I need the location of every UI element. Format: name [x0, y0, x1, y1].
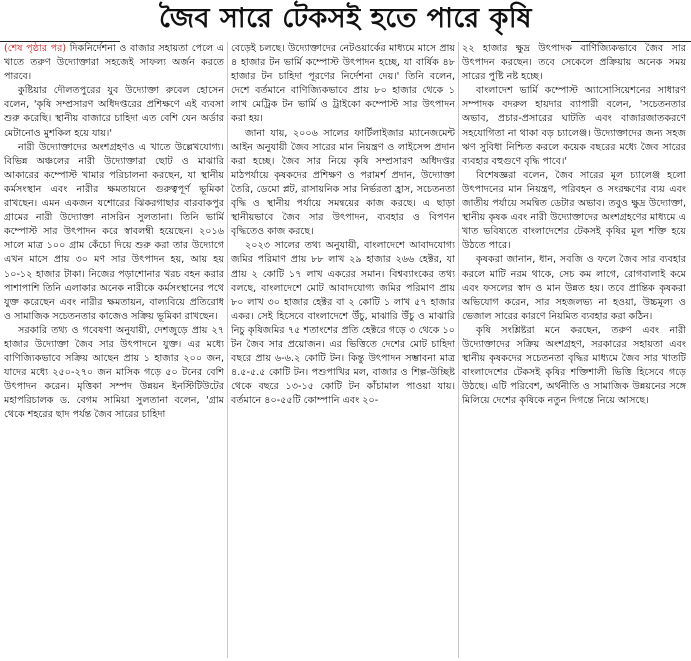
article-paragraph: বেড়েই চলছে। উদ্যোক্তাদের নেটওয়ার্কের মাধ্যমে মাসে প্রায় ৪ হাজার টন ভার্মি কম্পোস্ট উৎপাদন হচ্ছে, যা বার্ষিক ৪৮ হাজার টন চাহিদা পূরণের নির্দেশনা দেয়।' তিনি বলেন, দেশে বর্তমানে বাণিজ্যিকভাবে প্রায় ৮০ হাজার থেকে ১ লাখ মেট্রিক টন ভার্মি ও ট্রাইকো কম্পোস্ট সার উৎপাদন করা হয়। — [231, 43, 455, 125]
article-paragraph: সরকারি তথ্য ও গবেষণা অনুযায়ী, দেশজুড়ে প্রায় ২৭ হাজার উদ্যোক্তা জৈব সার উৎপাদনে যুক্ত। এর মধ্যে বাণিজ্যিকভাবে সক্রিয় আছেন প্রায় ১ হাজার ২০০ জন, যাদের মধ্যে ২৫০-২৭০ জন মাসিক গড়ে ৫০ টনের বেশি উৎপাদন করেন। মৃত্তিকা সম্পদ উন্নয়ন ইনস্টিটিউটের মহাপরিচালক ড. বেগম সামিয়া সুলতানা বলেন, 'গ্রাম থেকে শহরের ছাদ পর্যন্ত জৈব সারের চাহিদা — [4, 324, 224, 421]
article-column-2 — [231, 42, 455, 658]
article-paragraph: কৃষকরা জানান, ধান, সবজি ও ফলে জৈব সার ব্যবহার করলে মাটি নরম থাকে, সেচ কম লাগে, রোগবালাই কমে এবং ফসলের স্বাদ ও মান উন্নত হয়। তবে প্রান্তিক কৃষকরা অভিযোগ করেন, সার সহজলভ্য না হওয়া, উচ্চমূল্য ও ভেজাল সারের কারণে নিয়মিত ব্যবহার করা কঠিন। — [462, 254, 686, 322]
column-divider — [227, 42, 228, 658]
article-paragraph: বাংলাদেশ ভার্মি কম্পোস্ট অ্যাসোসিয়েশনের সাধারণ সম্পাদক বদরুল হায়দার ব্যাপারী বলেন, 'সচেতনতার অভাব, প্রচার-প্রসারের ঘাটতি এবং বাজারজাতকরণে সহযোগিতা না থাকা বড় চ্যালেঞ্জ। উদ্যোক্তাদের জন্য সহজ ঋণ সুবিধা নিশ্চিত করলে কয়েক বছরের মধ্যে জৈব সারের ব্যবহার বহুগুণে বৃদ্ধি পাবে।' — [462, 85, 686, 167]
article-paragraph: বিশেষজ্ঞরা বলেন, জৈব সারের মূল চ্যালেঞ্জ হলো উৎপাদনের মান নিয়ন্ত্রণ, পরিবহন ও সংরক্ষণের ব্যয় এবং জাতীয় পর্যায়ে সমন্বিত ডেটার অভাব। তবুও ক্ষুদ্র উদ্যোক্তা, স্থানীয় কৃষক এবং নারী উদ্যোক্তাদের অংশগ্রহণের মাধ্যমে এ খাত ভবিষ্যতে বাংলাদেশের টেকসই কৃষির মূল শক্তি হয়ে উঠতে পারে। — [462, 169, 686, 252]
article-column-1 — [4, 42, 224, 658]
article-column-3 — [462, 42, 686, 658]
article-paragraph: ২২ হাজার ক্ষুদ্র উৎপাদক বাণিজ্যিকভাবে জৈব সার উৎপাদন করছেন। তবে সেকেলে প্রক্রিয়ায় অনেক সময় সারের পুষ্টি নষ্ট হচ্ছে। — [462, 43, 686, 83]
article-paragraph — [4, 42, 224, 84]
article-paragraph: ২০২৩ সালের তথ্য অনুযায়ী, বাংলাদেশে আবাদযোগ্য জমির পরিমাণ প্রায় ৮৮ লাখ ২৯ হাজার ২৬৬ হেক্টর, যা প্রায় ২ কোটি ১৭ লাখ একরের সমান। বিশ্বব্যাংকের তথ্য বলছে, বাংলাদেশে মোট আবাদযোগ্য জমির পরিমাণ প্রায় ৮০ লাখ ৩০ হাজার হেক্টর বা ২ কোটি ১ লাখ ৫৭ হাজার একর। সেই হিসেবে বাংলাদেশে উঁচু, মাঝারি উঁচু ও মাঝারি নিচু কৃষিজমির ৭৫ শতাংশের প্রতি হেক্টরে গড়ে ৩ থেকে ১০ টন জৈব সার প্রয়োজন। এর ভিত্তিতে দেশের মোট চাহিদা বছরে প্রায় ৬-৬.২ কোটি টন। কিন্তু উৎপাদন সম্ভাবনা মাত্র ৪.৫-৫.৫ কোটি টন। পশুপাখির মল, বাজার ও শিল্প-উচ্ছিষ্ট থেকে বছরে ১৩-১৫ কোটি টন কাঁচামাল পাওয়া যায়। বর্তমানে ৪০-৫৫টি কোম্পানি এবং ২০- — [231, 240, 455, 407]
paragraph-text: দিকনির্দেশনা ও বাজার সহায়তা পেলে এ খাতে তরুণ উদ্যোক্তারা সহজেই সাফল্য অর্জন করতে পারবে। — [4, 43, 224, 83]
column-divider — [458, 42, 459, 658]
continued-from-label: (শেষ পৃষ্ঠার পর) — [4, 43, 67, 54]
article-paragraph: কুষ্টিয়ার দৌলতপুরের যুব উদ্যোক্তা রুবেল হোসেন বলেন, 'কৃষি সম্প্রসারণ অধিদপ্তরের প্রশিক্ষণে এই ব্যবসা শুরু করেছি। স্থানীয় বাজারে চাহিদা এত বেশি যেন অর্ডার মেটানোও মুশকিল হয়ে যায়।' — [4, 85, 224, 139]
article-paragraph: নারী উদ্যোক্তাদের অংশগ্রহণও এ খাতে উল্লেখযোগ্য। বিভিন্ন অঞ্চলের নারী উদ্যোক্তারা ছোট ও মাঝারি আকারের কম্পোস্ট খামার পরিচালনা করছেন, যা স্থানীয় কর্মসংস্থান এবং নারীর ক্ষমতায়নে গুরুত্বপূর্ণ ভূমিকা রাখছেন। এমন একজন যশোরের ঝিকরগাছার বারবাকপুর গ্রামের নারী উদ্যোক্তা নাসরিন সুলতানা। তিনি ভার্মি কম্পোস্ট সার উৎপাদন করে স্বাবলম্বী হয়েছেন। ২০১৬ সালে মাত্র ১০০ গ্রাম কেঁচো দিয়ে শুরু করা তার উদ্যোগে এখন মাসে প্রায় ৩০ মণ সার উৎপাদন হয়, আয় হয় ১০-১২ হাজার টাকা। নিজের পড়াশোনার খরচ বহন করার পাশাপাশি তিনি এলাকার অনেক নারীকে কর্মসংস্থানের পথে যুক্ত করেছেন এবং নারীর ক্ষমতায়ন, বাল্যবিয়ে প্রতিরোধ ও সামাজিক সচেতনতার কাজেও সক্রিয় ভূমিকা রাখছেন। — [4, 141, 224, 322]
article-paragraph: কৃষি সংশ্লিষ্টরা মনে করছেন, তরুণ এবং নারী উদ্যোক্তাদের সক্রিয় অংশগ্রহণ, সরকারের সহায়তা এবং স্থানীয় কৃষকদের সচেতনতা বৃদ্ধির মাধ্যমে জৈব সার খাতটি বাংলাদেশের টেকসই কৃষির শক্তিশালী ভিত্তি হিসেবে গড়ে উঠছে। এটি পরিবেশ, অর্থনীতি ও সামাজিক উন্নয়নের সঙ্গে মিলিয়ে দেশের কৃষিকে নতুন দিগন্তে নিয়ে আসছে। — [462, 324, 686, 407]
article-headline: জৈব সারে টেকসই হতে পারে কৃষি — [158, 3, 533, 34]
article-paragraph: জানা যায়, ২০০৬ সালের ফার্টিলাইজার ম্যানেজমেন্ট আইন অনুযায়ী জৈব সারের মান নিয়ন্ত্রণ ও লাইসেন্স প্রদান করা হচ্ছে। জৈব সার নিয়ে কৃষি সম্প্রসারণ অধিদপ্তর মাঠপর্যায়ে কৃষকদের প্রশিক্ষণ ও পরামর্শ প্রদান, উদ্যোক্তা তৈরি, ডেমো প্লট, রাসায়নিক সার নির্ভরতা হ্রাস, সচেতনতা বৃদ্ধি ও স্থানীয় পর্যায়ে সমন্বয়ের কাজ করছে। এ ছাড়া স্থানীয়ভাবে জৈব সার উৎপাদন, ব্যবহার ও বিপণন বৃদ্ধিতেও কাজ করছে। — [231, 127, 455, 238]
